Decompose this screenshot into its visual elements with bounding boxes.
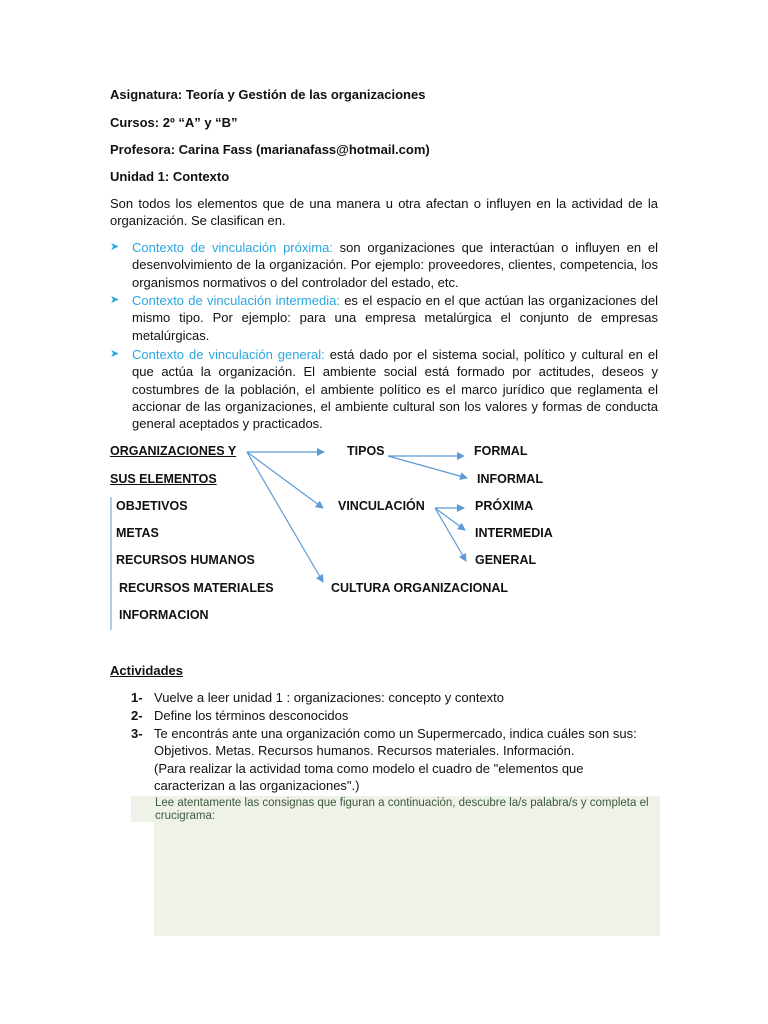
element-recursos-materiales: RECURSOS MATERIALES <box>119 581 274 595</box>
tipo-informal: INFORMAL <box>477 472 543 486</box>
activity-text: Te encontrás ante una organización como un Supermercado, indica cuáles son sus: <box>154 726 637 741</box>
arrow-bullet-icon: ➤ <box>110 348 120 360</box>
vinculacion-proxima: PRÓXIMA <box>475 499 534 513</box>
shaded-box-tab <box>131 796 154 822</box>
activity-number: 2- <box>131 708 143 723</box>
arrow-to-informal <box>388 456 467 478</box>
activity-text: Define los términos desconocidos <box>154 708 349 723</box>
activity-number: 1- <box>131 690 143 705</box>
arrow-to-vinculacion <box>247 452 323 508</box>
teacher-heading: Profesora: Carina Fass (marianafass@hotmail.com) <box>110 142 430 157</box>
diagram-org-title-1: ORGANIZACIONES Y <box>110 444 237 458</box>
arrow-bullet-icon: ➤ <box>110 241 120 253</box>
crossword-instructions: Lee atentamente las consignas que figuran a continuación, descubre la/s palabra/s y completa el crucigrama: <box>155 797 649 822</box>
arrow-to-intermedia <box>435 508 465 530</box>
bullet-text: es el espacio en el que actúan las organizaciones del mismo tipo. Por ejemplo: para una empresa metalúrgica el conjunto de empresas metalúrgicas. <box>132 293 658 343</box>
activity-text: Vuelve a leer unidad 1 : organizaciones: concepto y contexto <box>154 690 505 705</box>
intro-paragraph: Son todos los elementos que de una manera u otra afectan o influyen en la actividad de la organización. Se clasifican en. <box>110 196 658 229</box>
arrow-bullet-icon: ➤ <box>110 294 120 306</box>
element-metas: METAS <box>116 526 159 540</box>
vinculacion-intermedia: INTERMEDIA <box>475 526 553 540</box>
activity-text: caracterizan a las organizaciones".) <box>154 778 360 793</box>
element-objetivos: OBJETIVOS <box>116 499 188 513</box>
element-informacion: INFORMACION <box>119 608 209 622</box>
diagram-cultura: CULTURA ORGANIZACIONAL <box>331 581 509 595</box>
activity-item-1 <box>131 689 661 706</box>
subject-heading: Asignatura: Teoría y Gestión de las organizaciones <box>110 87 426 102</box>
bullet-term: Contexto de vinculación general: <box>132 347 325 362</box>
activity-text: Objetivos. Metas. Recursos humanos. Recursos materiales. Información. <box>154 743 575 758</box>
diagram-vinculacion: VINCULACIÓN <box>338 499 425 513</box>
bullet-term: Contexto de vinculación próxima: <box>132 240 333 255</box>
bullet-text: está dado por el sistema social, político y cultural en el que actúa la organización. El ambiente social está formado por actitudes, deseos y costumbres de la población, el ambiente político es el marco jurídico que reglamenta el accionar de las organizaciones, el ambiente cultural son los valores y formas de conducta general aceptados y practicados. <box>132 347 658 432</box>
activity-item-2 <box>131 707 661 724</box>
courses-heading: Cursos: 2º “A” y “B” <box>110 115 238 130</box>
vinculacion-general: GENERAL <box>475 553 537 567</box>
diagram-org-title-2: SUS ELEMENTOS <box>110 472 217 486</box>
activities-title: Actividades <box>110 663 183 678</box>
diagram-tipos: TIPOS <box>347 444 385 458</box>
bullet-text: son organizaciones que interactúan o influyen en el desenvolvimiento de la organización. Por ejemplo: proveedores, clientes, competencia, los organismos normativos o del controlador del estado, etc. <box>132 240 658 290</box>
activity-text: (Para realizar la actividad toma como modelo el cuadro de "elementos que <box>154 761 584 776</box>
tipo-formal: FORMAL <box>474 444 528 458</box>
arrow-to-general <box>435 508 466 561</box>
unit-heading: Unidad 1: Contexto <box>110 169 230 184</box>
element-recursos-humanos: RECURSOS HUMANOS <box>116 553 255 567</box>
arrow-to-cultura <box>247 452 323 582</box>
activity-item-3 <box>131 725 661 795</box>
bullet-term: Contexto de vinculación intermedia: <box>132 293 340 308</box>
activity-number: 3- <box>131 726 143 741</box>
